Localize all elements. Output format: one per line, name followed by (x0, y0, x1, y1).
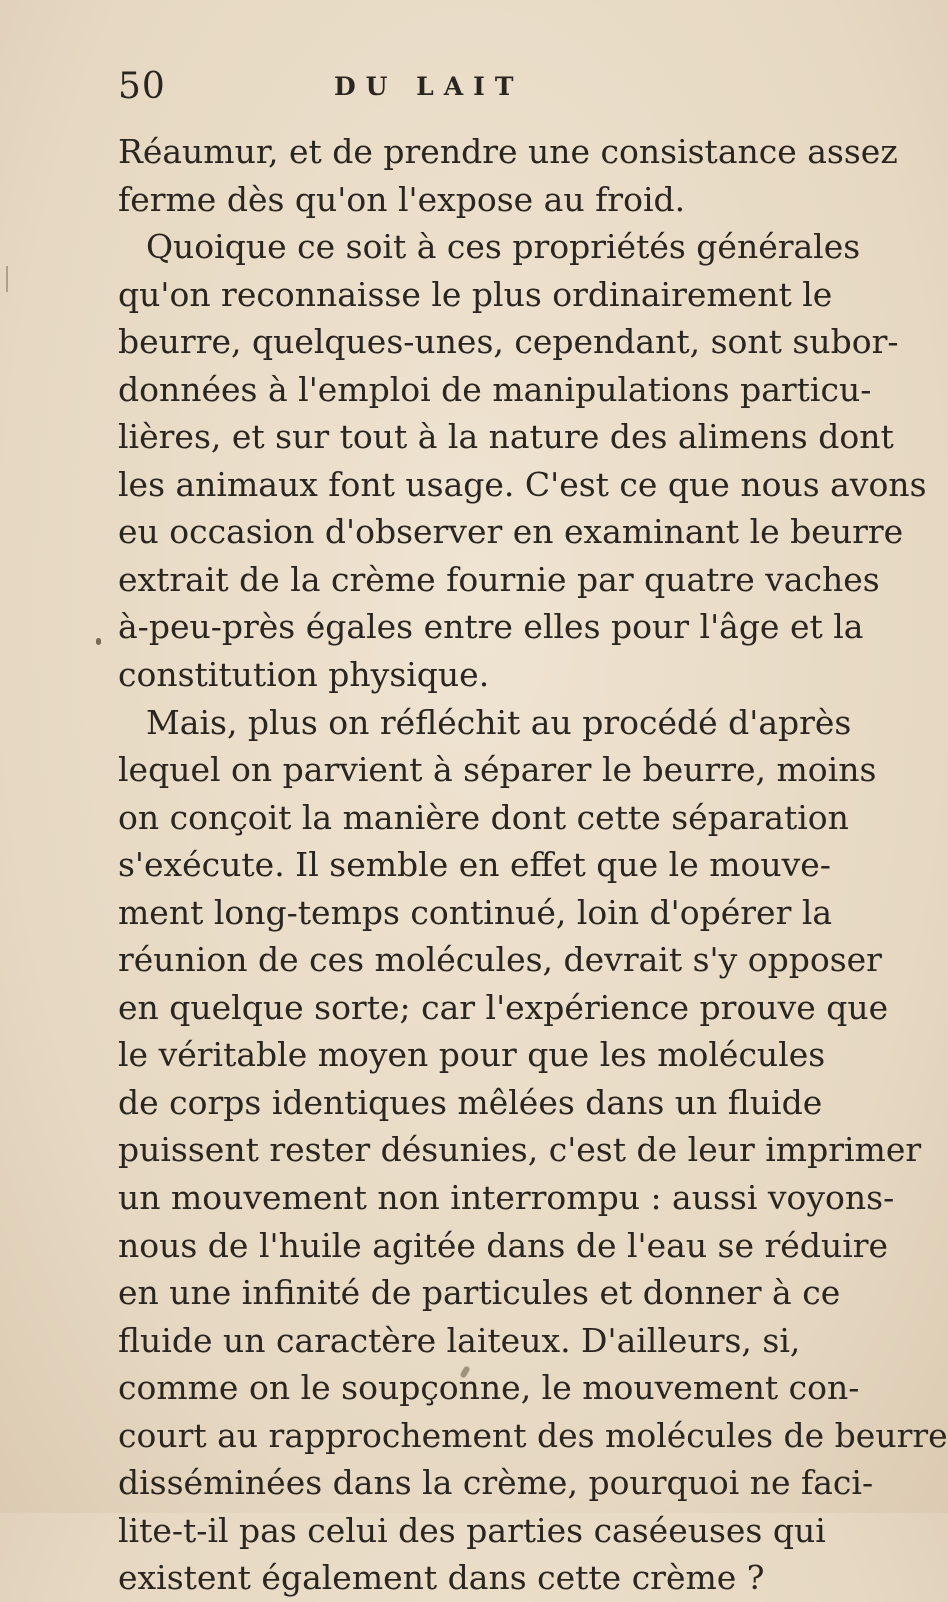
text-line: en une infinité de particules et donner à ce (118, 1273, 841, 1313)
text-line: court au rapprochement des molécules de beurre (118, 1415, 948, 1455)
text-line: puissent rester désunies, c'est de leur imprimer (118, 1130, 922, 1170)
text-line: eu occasion d'observer en examinant le beurre (118, 512, 904, 552)
text-line: fluide un caractère laiteux. D'ailleurs, si, (118, 1320, 801, 1360)
text-line: existent également dans cette crème ? (118, 1558, 765, 1598)
text-line: un mouvement non interrompu : aussi voyons- (118, 1178, 895, 1218)
text-line: données à l'emploi de manipulations particu- (118, 369, 872, 409)
text-line: de corps identiques mêlées dans un fluide (118, 1082, 823, 1122)
text-line: Mais, plus on réfléchit au procédé d'après (146, 702, 852, 742)
page-number: 50 (118, 66, 166, 107)
text-line: qu'on reconnaisse le plus ordinairement le (118, 274, 833, 314)
text-line: lequel on parvient à séparer le beurre, moins (118, 750, 877, 790)
running-head: DU LAIT (334, 72, 524, 101)
ink-speck (6, 266, 8, 292)
text-line: nous de l'huile agitée dans de l'eau se réduire (118, 1225, 889, 1265)
text-line: disséminées dans la crème, pourquoi ne faci- (118, 1463, 874, 1503)
text-line: réunion de ces molécules, devrait s'y opposer (118, 940, 882, 980)
text-line: beurre, quelques-unes, cependant, sont subor- (118, 322, 899, 362)
text-line: lite-t-il pas celui des parties caséeuses qui (118, 1510, 826, 1550)
body-text (118, 128, 948, 1602)
text-line: constitution physique. (118, 655, 490, 695)
text-line: extrait de la crème fournie par quatre vaches (118, 559, 880, 599)
page-header (118, 66, 718, 116)
text-line: ment long-temps continué, loin d'opérer la (118, 892, 833, 932)
text-line: on conçoit la manière dont cette séparation (118, 797, 849, 837)
text-line: à-peu-près égales entre elles pour l'âge et la (118, 607, 864, 647)
text-line: Réaumur, et de prendre une consistance assez (118, 132, 898, 171)
text-line: comme on le soupçonne, le mouvement con- (118, 1368, 860, 1408)
text-line: en quelque sorte; car l'expérience prouve que (118, 987, 889, 1027)
text-line: ferme dès qu'on l'expose au froid. (118, 179, 686, 219)
text-line: les animaux font usage. C'est ce que nous avons (118, 464, 927, 504)
text-line: s'exécute. Il semble en effet que le mouve- (118, 845, 831, 885)
text-line: Quoique ce soit à ces propriétés générales (146, 227, 861, 267)
text-line: lières, et sur tout à la nature des alimens dont (118, 417, 894, 457)
text-line: le véritable moyen pour que les molécules (118, 1035, 826, 1075)
ink-speck (96, 638, 101, 645)
